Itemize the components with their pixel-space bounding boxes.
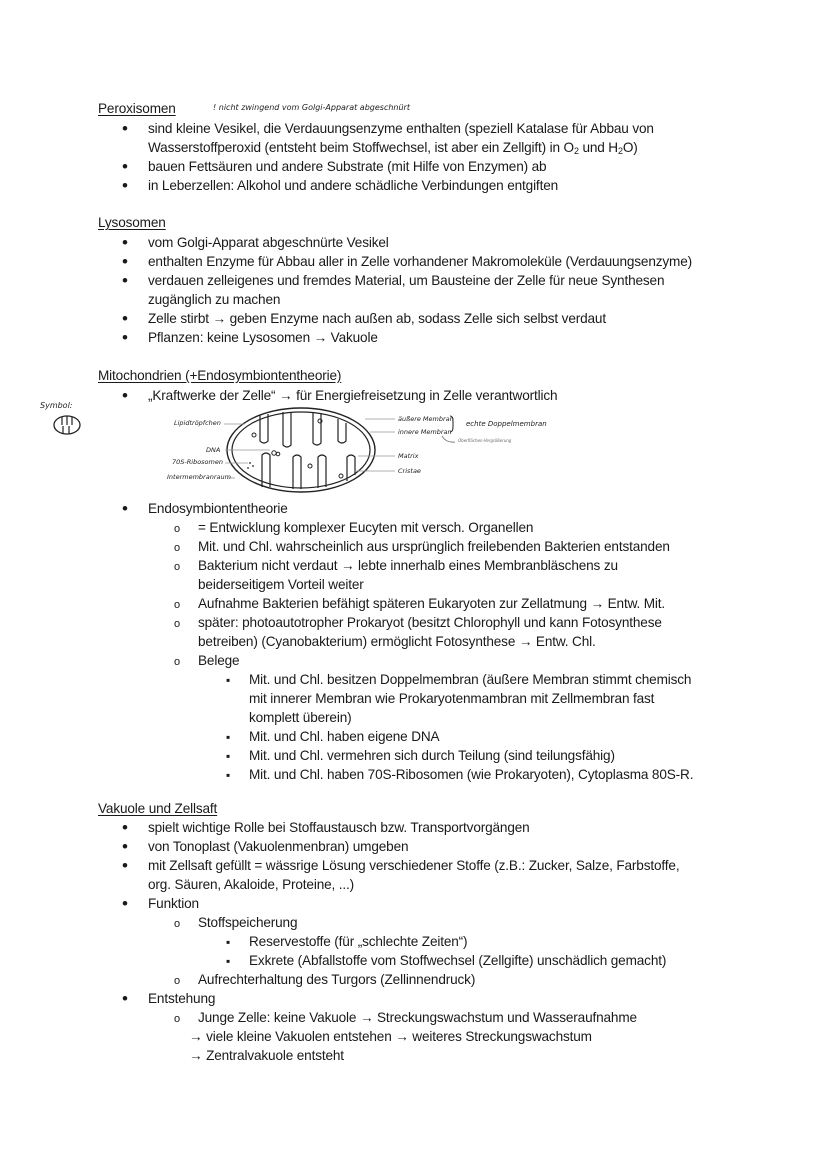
circle-bullet-icon [174,594,180,615]
sub-sub-list-item: Exkrete (Abfallstoffe vom Stoffwechsel (Zellgifte) unschädlich gemacht) [249,953,667,968]
list-item: mit Zellsaft gefüllt = wässrige Lösung verschiedener Stoffe (z.B.: Zucker, Salze, Farbstoffe, [148,858,680,873]
symbol-label: Symbol: [40,401,73,410]
sub-sub-list-item: Mit. und Chl. haben 70S-Ribosomen (wie Prokaryoten), Cytoplasma 80S-R. [249,767,694,782]
list-item-continued: Wasserstoffperoxid (entsteht beim Stoffwechsel, ist aber ein Zellgift) in $O_2$ und $H_2O$) [148,140,638,156]
bullet-icon [122,119,128,139]
sub-sub-list-item: Mit. und Chl. vermehren sich durch Teilung (sind teilungsfähig) [249,748,615,763]
diagram-label: Matrix [398,452,419,460]
sub-list-item-continued: betreiben) (Cyanobakterium) ermöglicht Fotosynthese → Entw. Chl. [198,634,596,649]
bullet-icon [122,386,128,406]
bullet-icon [122,989,128,1009]
circle-bullet-icon [174,1008,180,1029]
list-item: Endosymbiontentheorie [148,501,288,516]
section-heading-lysosomen: Lysosomen [98,215,166,230]
diagram-label: äußere Membran [398,415,454,423]
bullet-icon [122,309,128,329]
list-item-continued: org. Säuren, Akaloide, Proteine, ...) [148,877,355,892]
square-bullet-icon [226,746,230,766]
bullet-icon [122,818,128,838]
bullet-icon [122,894,128,914]
sub-list-item: = Entwicklung komplexer Eucyten mit versch. Organellen [198,520,534,535]
sub-sub-list-item: Mit. und Chl. besitzen Doppelmembran (äußere Membran stimmt chemisch [249,672,692,687]
list-item: vom Golgi-Apparat abgeschnürte Vesikel [148,235,389,250]
bullet-icon [122,176,128,196]
bullet-icon [122,328,128,348]
sub-list-item: Stoffspeicherung [198,915,298,930]
section-heading-vakuole: Vakuole und Zellsaft [98,801,218,816]
list-item: verdauen zelleigenes und fremdes Material, um Bausteine der Zelle für neue Synthesen [148,273,665,288]
circle-bullet-icon [174,518,180,539]
sub-list-item: Belege [198,653,240,668]
circle-bullet-icon [174,613,180,634]
diagram-label: Cristae [398,467,421,475]
circle-bullet-icon [174,970,180,991]
mitochondrion-symbol-icon [52,414,82,436]
bullet-icon [122,252,128,272]
list-item: sind kleine Vesikel, die Verdauungsenzyme enthalten (speziell Katalase für Abbau von [148,121,654,136]
circle-bullet-icon [174,651,180,672]
square-bullet-icon [226,765,230,785]
circle-bullet-icon [174,556,180,577]
sub-list-item: später: photoautotropher Prokaryot (besitzt Chlorophyll und kann Fotosynthese [198,615,662,630]
sub-list-item-continued: → viele kleine Vakuolen entstehen → weiteres Streckungswachstum [189,1029,592,1044]
list-item: in Leberzellen: Alkohol und andere schädliche Verbindungen entgiften [148,178,559,193]
circle-bullet-icon [174,537,180,558]
handwritten-note: ! nicht zwingend vom Golgi-Apparat abgeschnürt [213,103,410,112]
sub-list-item-continued: → Zentralvakuole entsteht [189,1048,344,1063]
section-heading-mitochondrien: Mitochondrien (+Endosymbiontentheorie) [98,368,342,383]
diagram-label: innere Membran [398,428,452,436]
list-item: Funktion [148,896,199,911]
bullet-icon [122,837,128,857]
diagram-bracket-note: echte Doppelmembran [466,420,547,428]
diagram-label: Intermembranraum [167,473,231,481]
list-item: „Kraftwerke der Zelle“ → für Energiefreisetzung in Zelle verantwortlich [148,388,558,403]
sub-list-item: Aufrechterhaltung des Turgors (Zellinnendruck) [198,972,476,987]
diagram-label: DNA [206,446,221,454]
sub-list-item: Mit. und Chl. wahrscheinlich aus ursprünglich freilebenden Bakterien entstanden [198,539,670,554]
sub-list-item-continued: beiderseitigem Vorteil weiter [198,577,364,592]
list-item: bauen Fettsäuren und andere Substrate (mit Hilfe von Enzymen) ab [148,159,547,174]
square-bullet-icon [226,670,230,690]
square-bullet-icon [226,932,230,952]
list-item: spielt wichtige Rolle bei Stoffaustausch bzw. Transportvorgängen [148,820,530,835]
sub-list-item: Bakterium nicht verdaut → lebte innerhalb eines Membranbläschens zu [198,558,618,573]
sub-list-item: Junge Zelle: keine Vakuole → Streckungswachstum und Wasseraufnahme [198,1010,637,1025]
sub-list-item: Aufnahme Bakterien befähigt späteren Eukaryoten zur Zellatmung → Entw. Mit. [198,596,666,611]
section-heading-peroxisomen: Peroxisomen [98,101,176,116]
bullet-icon [122,233,128,253]
list-item-continued: zugänglich zu machen [148,292,281,307]
square-bullet-icon [226,951,230,971]
diagram-small-note: Oberflächen-Vergrößerung [458,438,512,443]
list-item: Zelle stirbt → geben Enzyme nach außen ab, sodass Zelle sich selbst verdaut [148,311,606,326]
square-bullet-icon [226,727,230,747]
sub-sub-list-item-continued: komplett überein) [249,710,352,725]
sub-sub-list-item-continued: mit innerer Membran wie Prokaryotenmambran mit Zellmembran fast [249,691,655,706]
circle-bullet-icon [174,913,180,934]
bullet-icon [122,499,128,519]
diagram-label: Lipidtröpfchen [174,419,221,427]
diagram-label: 70S-Ribosomen [172,458,223,466]
sub-sub-list-item: Mit. und Chl. haben eigene DNA [249,729,440,744]
bullet-icon [122,856,128,876]
bullet-icon [122,271,128,291]
sub-sub-list-item: Reservestoffe (für „schlechte Zeiten“) [249,934,468,949]
bullet-icon [122,157,128,177]
list-item: enthalten Enzyme für Abbau aller in Zelle vorhandener Makromoleküle (Verdauungsenzyme) [148,254,692,269]
list-item: Entstehung [148,991,216,1006]
list-item: von Tonoplast (Vakuolenmenbran) umgeben [148,839,409,854]
list-item: Pflanzen: keine Lysosomen → Vakuole [148,330,378,345]
